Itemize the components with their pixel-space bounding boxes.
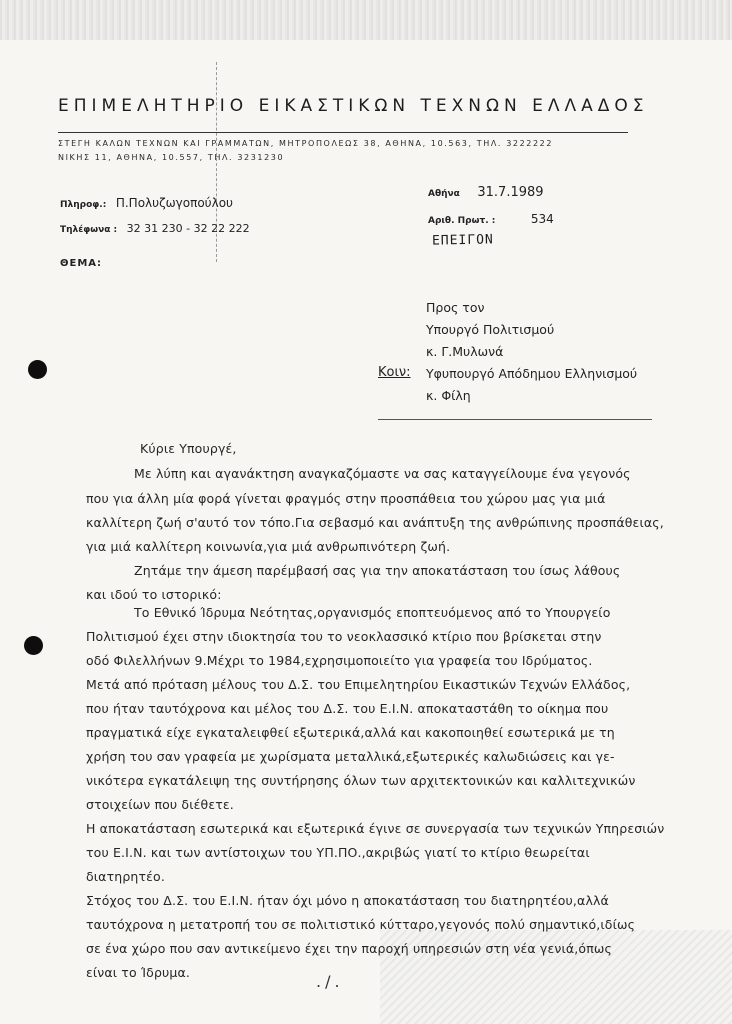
address-line-2: ΝΙΚΗΣ 11, ΑΘΗΝΑ, 10.557, ΤΗΛ. 3231230 [58,153,285,162]
info-row [60,196,233,210]
recipient-rule [378,419,652,420]
body-line-22: σε ένα χώρο που σαν αντικείμενο έχει την παροχή υπηρεσιών στη νέα γενιά,όπως [86,941,612,956]
body-line-7: και ιδού το ιστορικό: [86,587,222,602]
body-line-6: Ζητάμε την άμεση παρέμβασή σας για την αποκατάσταση του ίσως λάθους [134,563,621,578]
body-line-4: καλλίτερη ζωή σ'αυτό τον τόπο.Για σεβασμό και ανάπτυξη της ανθρώπινης προσπάθειας, [86,515,664,530]
recipient-line-2: κ. Γ.Μυλωνά [426,344,504,359]
body-line-13: πραγματικά είχε εγκαταλειφθεί εξωτερικά,αλλά και κακοποιηθεί εσωτερικά με τη [86,725,615,740]
body-line-21: ταυτόχρονα η μετατροπή του σε πολιτιστικό κύτταρο,γεγονός πολύ σημαντικό,ιδίως [86,917,636,932]
letterhead-rule [58,132,628,133]
scan-noise-top [0,0,732,40]
subject-row [60,256,108,269]
punch-hole-bottom [24,636,43,655]
body-line-2: Με λύπη και αγανάκτηση αναγκαζόμαστε να σας καταγγείλουμε ένα γεγονός [134,466,631,481]
body-line-17: Η αποκατάσταση εσωτερικά και εξωτερικά έγινε σε συνεργασία των τεχνικών Υπηρεσιών [86,821,665,836]
body-line-8: Το Εθνικό Ίδρυμα Νεότητας,οργανισμός εποπτευόμενος από το Υπουργείο [134,605,611,620]
punch-hole-top [28,360,47,379]
recipient-line-4: κ. Φίλη [426,388,471,403]
body-line-18: του Ε.Ι.Ν. και των αντίστοιχων του ΥΠ.ΠΟ.,ακριβώς γιατί το κτίριο θεωρείται [86,845,590,860]
body-line-11: Μετά από πρόταση μέλους του Δ.Σ. του Επιμελητηρίου Εικαστικών Τεχνών Ελλάδος, [86,677,631,692]
phone-value: 32 31 230 - 32 22 222 [126,222,250,235]
recipient-to: Προς τον [426,300,485,315]
body-line-12: που ήταν ταυτόχρονα και μέλος του Δ.Σ. του Ε.Ι.Ν. αποκαταστάθη το οίκημα που [86,701,609,716]
recipient-line-1: Υπουργό Πολιτισμού [426,322,555,337]
protocol-row [428,212,554,226]
city-label: Αθήνα [428,189,460,199]
info-value: Π.Πολυζωγοπούλου [115,196,233,210]
phone-label: Τηλέφωνα : [60,225,118,235]
protocol-value: 534 [530,212,554,226]
body-line-14: χρήση του σαν γραφεία με χωρίσματα μεταλλικά,εξωτερικές καλωδιώσεις και γε- [86,749,615,764]
salutation: Κύριε Υπουργέ, [140,441,237,456]
letterhead-title: ΕΠΙΜΕΛΗΤΗΡΙΟ ΕΙΚΑΣΤΙΚΩΝ ΤΕΧΝΩΝ ΕΛΛΑΔΟΣ [58,96,649,116]
body-line-19: διατηρητέο. [86,869,165,884]
phone-row [60,222,250,235]
subject-label: ΘΕΜΑ: [60,258,103,269]
body-line-15: νικότερα εγκατάλειψη της συντήρησης όλων των αρχιτεκτονικών και καλλιτεχνικών [86,773,636,788]
body-line-10: οδό Φιλελλήνων 9.Μέχρι το 1984,εχρησιμοποιείτο για γραφεία του Ιδρύματος. [86,653,593,668]
letterhead-address [58,137,658,165]
recipient-line-3: Υφυπουργό Απόδημου Ελληνισμού [426,366,638,381]
body-line-16: στοιχείων που διέθετε. [86,797,234,812]
body-line-23: είναι το Ίδρυμα. [86,965,191,980]
body-line-5: για μιά καλλίτερη κοινωνία,για μιά ανθρωπινότερη ζωή. [86,539,451,554]
body-line-9: Πολιτισμού έχει στην ιδιοκτησία του το νεοκλασσικό κτίριο που βρίσκεται στην [86,629,602,644]
protocol-label: Αριθ. Πρωτ. : [428,216,496,226]
info-label: Πληροφ.: [60,200,107,210]
date-value: 31.7.1989 [477,185,544,200]
body-line-3: που για άλλη μία φορά γίνεται φραγμός στην προσπάθεια του χώρου μας για μιά [86,491,606,506]
body-line-20: Στόχος του Δ.Σ. του Ε.Ι.Ν. ήταν όχι μόνο η αποκατάσταση του διατηρητέου,αλλά [86,893,609,908]
urgent-stamp: ΕΠΕΙΓΟΝ [431,232,494,249]
koin-label: Κοιν: [378,365,411,380]
continued-marker: ./. [316,972,344,991]
date-row [428,185,544,200]
address-line-1: ΣΤΕΓΗ ΚΑΛΩΝ ΤΕΧΝΩΝ ΚΑΙ ΓΡΑΜΜΑΤΩΝ, ΜΗΤΡΟΠΟΛΕΩΣ 38, ΑΘΗΝΑ, 10.563, ΤΗΛ. 3222222 [58,139,554,148]
